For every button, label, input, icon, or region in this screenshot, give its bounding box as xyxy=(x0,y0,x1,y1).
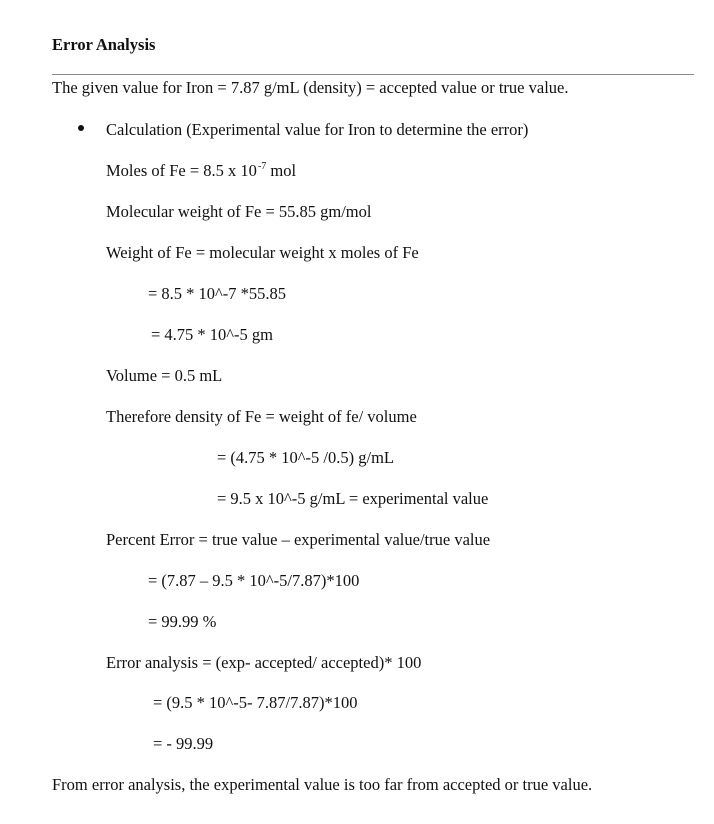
weight-step1-line: = 8.5 * 10^-7 *55.85 xyxy=(148,284,287,303)
percent-error-step2-line: = 99.99 % xyxy=(148,612,217,631)
conclusion-statement: From error analysis, the experimental value is too far from accepted or true value. xyxy=(52,775,593,794)
weight-step2-line: = 4.75 * 10^-5 gm xyxy=(151,325,274,344)
molecular-weight-line: Molecular weight of Fe = 55.85 gm/mol xyxy=(106,202,372,221)
error-analysis-step2-line: = - 99.99 xyxy=(153,734,214,753)
moles-line xyxy=(106,163,296,180)
density-formula-line: Therefore density of Fe = weight of fe/ volume xyxy=(106,407,417,426)
density-step2-line: = 9.5 x 10^-5 g/mL = experimental value xyxy=(217,489,489,508)
percent-error-formula-line: Percent Error = true value – experimental value/true value xyxy=(106,530,491,549)
volume-line: Volume = 0.5 mL xyxy=(106,366,223,385)
section-heading: Error Analysis xyxy=(52,35,156,54)
bullet-dot-icon xyxy=(78,125,84,131)
percent-error-step1-line: = (7.87 – 9.5 * 10^-5/7.87)*100 xyxy=(148,571,360,590)
error-analysis-step1-line: = (9.5 * 10^-5- 7.87/7.87)*100 xyxy=(153,693,358,712)
error-analysis-formula-line: Error analysis = (exp- accepted/ accepted)* 100 xyxy=(106,653,422,672)
calculation-bullet-text: Calculation (Experimental value for Iron to determine the error) xyxy=(106,120,529,139)
heading-divider xyxy=(52,74,694,75)
moles-exponent: -7 xyxy=(257,161,267,172)
weight-formula-line: Weight of Fe = molecular weight x moles of Fe xyxy=(106,243,419,262)
moles-suffix: mol xyxy=(266,161,297,180)
given-value-statement: The given value for Iron = 7.87 g/mL (density) = accepted value or true value. xyxy=(52,78,569,97)
density-step1-line: = (4.75 * 10^-5 /0.5) g/mL xyxy=(217,448,394,467)
moles-prefix: Moles of Fe = 8.5 x 10 xyxy=(106,161,257,180)
